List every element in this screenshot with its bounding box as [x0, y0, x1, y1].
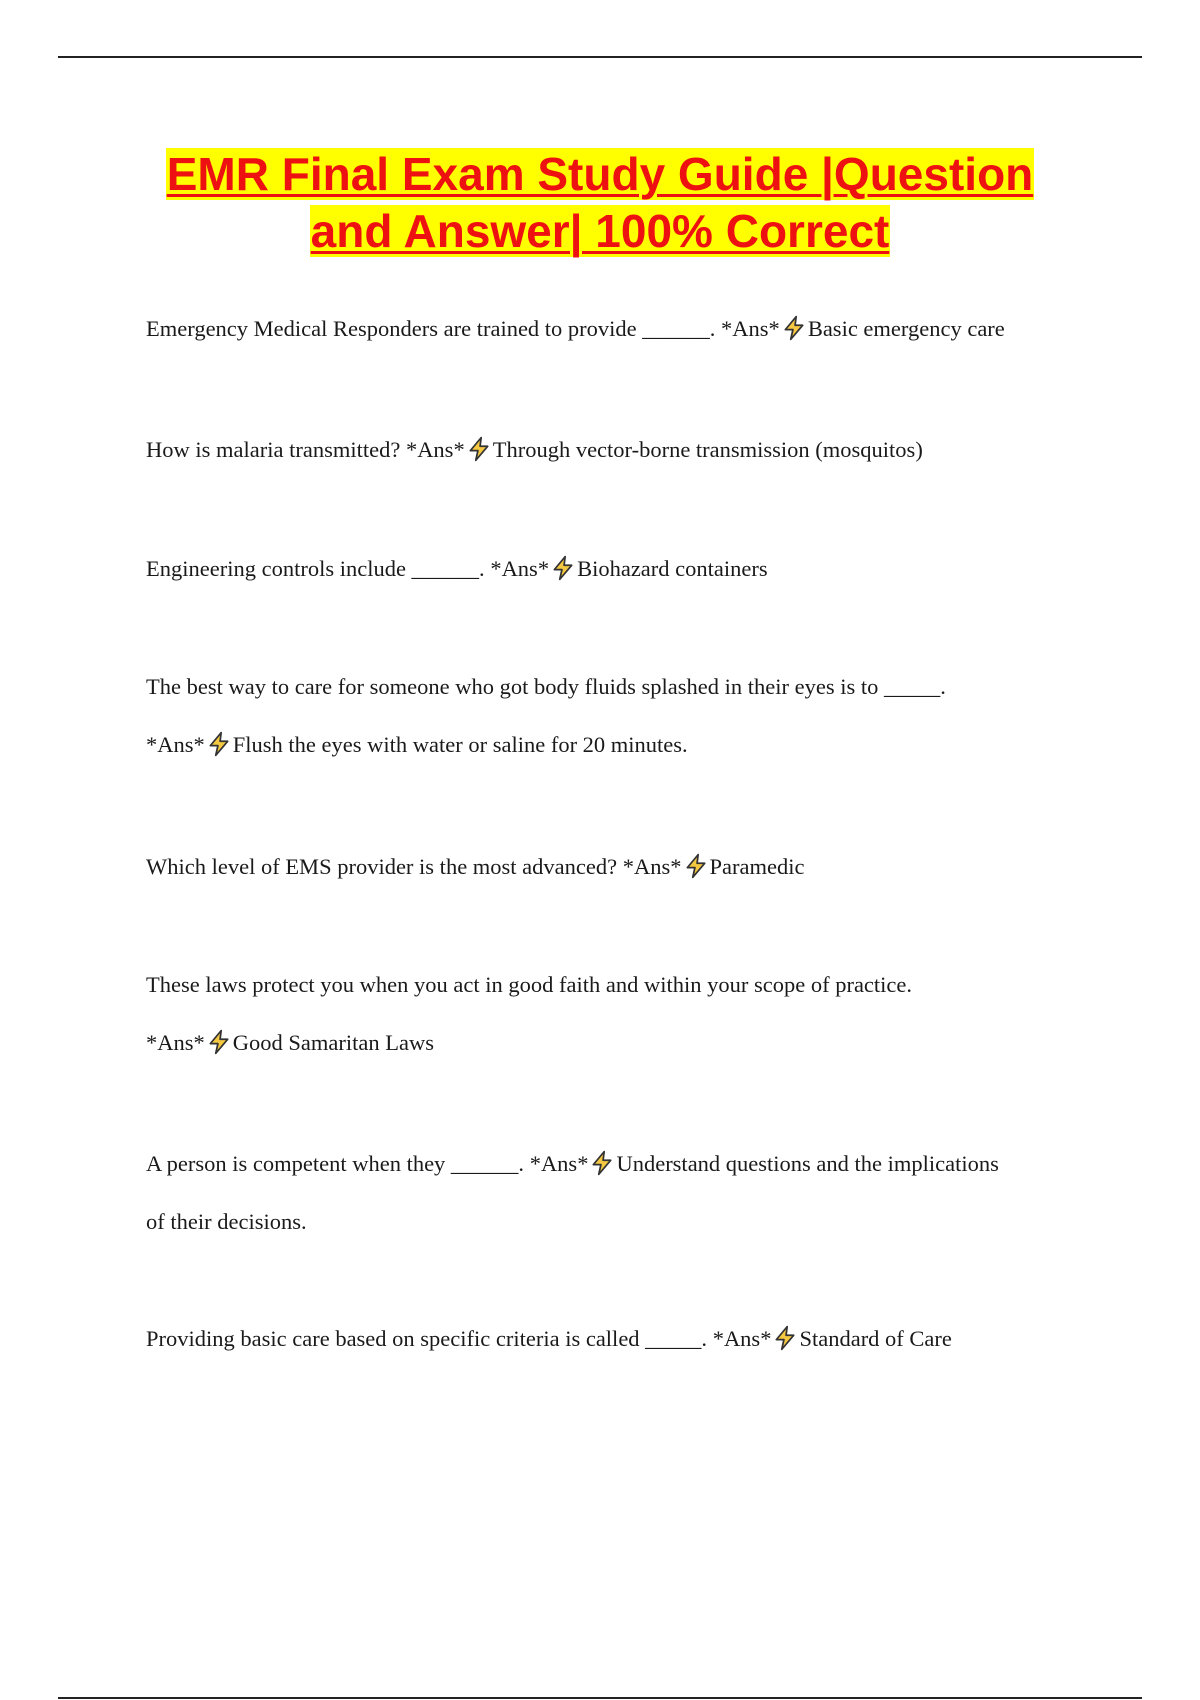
qa-item [146, 658, 1086, 774]
lightning-bolt-icon [550, 555, 576, 581]
answer-marker: *Ans* [622, 854, 682, 879]
question-text: How is malaria transmitted? [146, 437, 401, 462]
question-text: These laws protect you when you act in good faith and within your scope of practice. [146, 972, 913, 997]
question-text: Emergency Medical Responders are trained to provide ______. [146, 316, 716, 341]
answer-marker: *Ans* [712, 1326, 772, 1351]
answer-marker: *Ans* [146, 732, 205, 757]
qa-item [146, 1135, 1086, 1251]
qa-item [146, 838, 1086, 896]
question-text: Which level of EMS provider is the most advanced? [146, 854, 618, 879]
question-text: The best way to care for someone who got body fluids splashed in their eyes is to _____. [146, 674, 946, 699]
qa-item [146, 956, 1086, 1072]
answer-text: Biohazard containers [577, 556, 768, 581]
question-text: Engineering controls include ______. [146, 556, 485, 581]
answer-text: Understand questions and the implications [616, 1151, 999, 1176]
top-rule [58, 56, 1142, 58]
question-text: A person is competent when they ______. [146, 1151, 525, 1176]
answer-text: Through vector-borne transmission (mosquitos) [492, 437, 923, 462]
qa-item [146, 540, 1086, 598]
answer-marker: *Ans* [146, 1030, 205, 1055]
lightning-bolt-icon [772, 1325, 798, 1351]
lightning-bolt-icon [206, 731, 232, 757]
bottom-rule [58, 1697, 1142, 1699]
qa-item [146, 421, 1086, 479]
answer-text: Paramedic [709, 854, 805, 879]
question-text: Providing basic care based on specific criteria is called _____. [146, 1326, 708, 1351]
lightning-bolt-icon [206, 1029, 232, 1055]
lightning-bolt-icon [466, 436, 492, 462]
answer-marker: *Ans* [529, 1151, 589, 1176]
qa-item [146, 300, 1086, 358]
answer-text: Basic emergency care [807, 316, 1005, 341]
page-title [0, 146, 1200, 260]
answer-marker: *Ans* [490, 556, 550, 581]
answer-marker: *Ans* [405, 437, 465, 462]
answer-text: Standard of Care [799, 1326, 952, 1351]
lightning-bolt-icon [781, 315, 807, 341]
answer-text: Good Samaritan Laws [232, 1030, 434, 1055]
lightning-bolt-icon [589, 1150, 615, 1176]
answer-marker: *Ans* [721, 316, 780, 341]
answer-text: Flush the eyes with water or saline for 20 minutes. [232, 732, 688, 757]
lightning-bolt-icon [683, 853, 709, 879]
answer-text-continued: of their decisions. [146, 1209, 307, 1234]
title-line-2: and Answer| 100% Correct [310, 205, 890, 257]
title-line-1: EMR Final Exam Study Guide |Question [166, 148, 1034, 200]
qa-item [146, 1310, 1086, 1368]
